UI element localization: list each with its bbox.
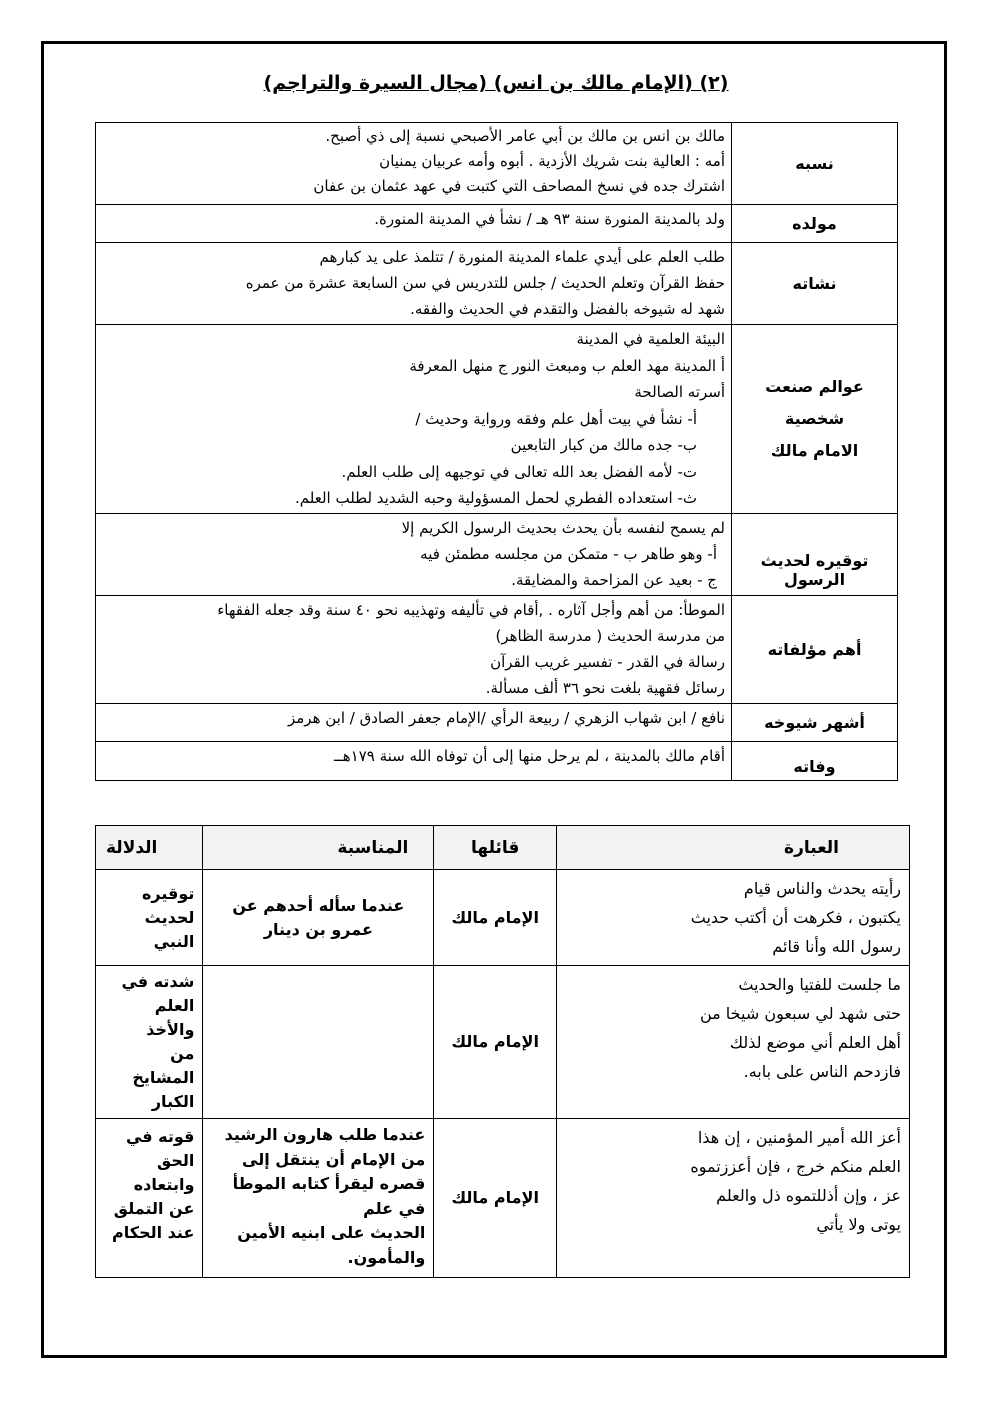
text-line: مالك بن انس بن مالك بن أبي عامر الأصبحي نسبة إلى ذي أصبح. xyxy=(325,127,725,145)
text-line: شدته في العلم والأخذ xyxy=(121,972,195,1039)
label-mawlid: مولده xyxy=(732,205,898,243)
row-muallafat xyxy=(96,596,898,704)
row-mawlid xyxy=(96,205,898,243)
row-tawqir xyxy=(96,514,898,596)
label-nashaa: نشاته xyxy=(732,243,898,325)
text-line: أقام مالك بالمدينة ، لم يرحل منها إلى أن توفاه الله سنة ١٧٩هــ xyxy=(333,747,725,765)
label-nasab: نسبه xyxy=(732,123,898,205)
list-item: ب- جده مالك من كبار التابعين xyxy=(510,436,697,454)
text-line: يكتبون ، فكرهت أن أكتب حديث xyxy=(690,908,901,927)
text-line: يوتى ولا يأتي xyxy=(816,1215,901,1234)
row-nashaa xyxy=(96,243,898,325)
header-ibara: العبارة xyxy=(557,826,910,870)
cell-dalala xyxy=(96,1119,203,1278)
text-line: نافع / ابن شهاب الزهري / ربيعة الرأي /الإمام جعفر الصادق / ابن هرمز xyxy=(288,709,725,727)
label-line: الامام مالك xyxy=(770,441,859,460)
table-row xyxy=(96,966,910,1119)
row-shuyukh xyxy=(96,704,898,742)
list-item: أ- وهو طاهر ب - متمكن من مجلسه مطمئن فيه xyxy=(420,545,717,563)
header-row xyxy=(96,826,910,870)
cell-ibara xyxy=(557,966,910,1119)
text-line: رسول الله وأنا قائم xyxy=(772,937,901,956)
list-item: أ- نشأ في بيت أهل علم وفقه ورواية وحديث / xyxy=(415,409,697,428)
text-line: توقيره لحديث النبي xyxy=(141,883,195,951)
label-line: عوالم صنعت شخصية xyxy=(765,377,864,428)
content-nashaa xyxy=(96,243,732,325)
content-tawqir xyxy=(96,514,732,596)
cell-munasaba xyxy=(203,1119,434,1278)
text-line: رسالة في القدر - تفسير غريب القرآن xyxy=(490,653,725,671)
cell-qaiul: الإمام مالك xyxy=(434,966,557,1119)
header-dalala: الدلالة xyxy=(96,826,203,870)
text-line: الحديث على ابنيه الأمين xyxy=(237,1223,426,1242)
text-line: العلم منكم خرج ، فإن أعززتموه xyxy=(690,1157,901,1176)
cell-ibara xyxy=(557,1119,910,1278)
cell-ibara xyxy=(557,870,910,966)
text-line: عز ، وإن أذللتموه ذل والعلم xyxy=(716,1186,901,1205)
text-line: الموطأ: من أهم وأجل آثاره . ,أقام في تأليفه وتهذيبه نحو ٤٠ سنة وقد جعله الفقهاء xyxy=(217,601,725,619)
cell-munasaba xyxy=(203,966,434,1119)
cell-dalala xyxy=(96,870,203,966)
text-line: عندما سأله أحدهم عن xyxy=(232,895,405,915)
label-tawqir: توقيره لحديث الرسول xyxy=(732,514,898,596)
label-shuyukh: أشهر شيوخه xyxy=(732,704,898,742)
content-awamil xyxy=(96,325,732,514)
cell-dalala xyxy=(96,966,203,1119)
row-awamil xyxy=(96,325,898,514)
text-line: حتى شهد لي سبعون شيخا من xyxy=(699,1004,901,1023)
text-line: أسرته الصالحة xyxy=(634,383,725,401)
cell-munasaba xyxy=(203,870,434,966)
text-line: شهد له شيوخه بالفضل والتقدم في الحديث والفقه. xyxy=(410,300,725,318)
text-line: من الإمام أن ينتقل إلى xyxy=(242,1149,426,1169)
table-row xyxy=(96,870,910,966)
text-line: قوته في الحق xyxy=(125,1127,195,1170)
cell-qaiul: الإمام مالك xyxy=(434,870,557,966)
text-line: ولد بالمدينة المنورة سنة ٩٣ هـ / نشأ في المدينة المنورة. xyxy=(374,210,725,228)
text-line: حفظ القرآن وتعلم الحديث / جلس للتدريس في سن السابعة عشرة من عمره xyxy=(245,274,725,292)
cell-qaiul: الإمام مالك xyxy=(434,1119,557,1278)
sayings-table xyxy=(95,825,910,1278)
list-item: ث- استعداده الفطري لحمل المسؤولية وحبه الشديد لطلب العلم. xyxy=(295,489,697,507)
text-line: من مدرسة الحديث ( مدرسة الظاهر) xyxy=(495,627,725,645)
text-line: والمأمون. xyxy=(347,1247,426,1267)
label-wafat: وفاته xyxy=(732,742,898,781)
content-shuyukh xyxy=(96,704,732,742)
header-munasaba: المناسبة xyxy=(203,826,434,870)
text-line: رأيته يحدث والناس قيام xyxy=(743,879,901,898)
header-qaiul: قائلها xyxy=(434,826,557,870)
table-row xyxy=(96,1119,910,1278)
text-line: من المشايخ الكبار xyxy=(132,1044,195,1111)
text-line: طلب العلم على أيدي علماء المدينة المنورة / تتلمذ على يد كبارهم xyxy=(319,248,725,266)
text-line: وابتعاده xyxy=(133,1175,195,1194)
text-line: قصره ليقرأ كتابه الموطأ xyxy=(232,1174,426,1193)
text-line: اشترك جده في نسخ المصاحف التي كتبت في عهد عثمان بن عفان xyxy=(313,177,725,195)
content-wafat xyxy=(96,742,732,781)
text-line: رسائل فقهية بلغت نحو ٣٦ ألف مسألة. xyxy=(485,679,725,697)
content-mawlid xyxy=(96,205,732,243)
row-wafat xyxy=(96,742,898,781)
text-line: لم يسمح لنفسه بأن يحدث بحديث الرسول الكريم إلا xyxy=(401,519,725,537)
text-line: البيئة العلمية في المدينة xyxy=(576,330,725,348)
text-line: أ المدينة مهد العلم ب ومبعث النور ج منهل المعرفة xyxy=(409,356,725,375)
text-line: أمه : العالية بنت شريك الأزدية . أبوه وأمه عربيان يمنيان xyxy=(379,152,725,170)
content-muallafat xyxy=(96,596,732,704)
text-line: عندما طلب هارون الرشيد xyxy=(224,1125,426,1144)
row-nasab xyxy=(96,123,898,205)
label-muallafat: أهم مؤلفاته xyxy=(732,596,898,704)
content-nasab xyxy=(96,123,732,205)
text-line: في علم xyxy=(363,1198,426,1218)
list-item: ج - بعيد عن المزاحمة والمضايقة. xyxy=(511,571,717,589)
text-line: فازدحم الناس على بابه. xyxy=(743,1062,901,1081)
label-awamil xyxy=(732,325,898,514)
biography-table xyxy=(95,122,898,781)
text-line: أعز الله أمير المؤمنين ، إن هذا xyxy=(697,1128,901,1147)
text-line: عمرو بن دينار xyxy=(263,919,373,939)
list-item: ت- لأمه الفضل بعد الله تعالى في توجيهه إلى طلب العلم. xyxy=(341,462,697,481)
page-title: (٢) (الإمام مالك بن انس) (مجال السيرة والتراجم) xyxy=(263,72,729,94)
text-line: ما جلست للفتيا والحديث xyxy=(738,975,901,994)
text-line: عن التملق عند الحكام xyxy=(112,1199,195,1242)
text-line: أهل العلم أني موضع لذلك xyxy=(729,1033,901,1052)
